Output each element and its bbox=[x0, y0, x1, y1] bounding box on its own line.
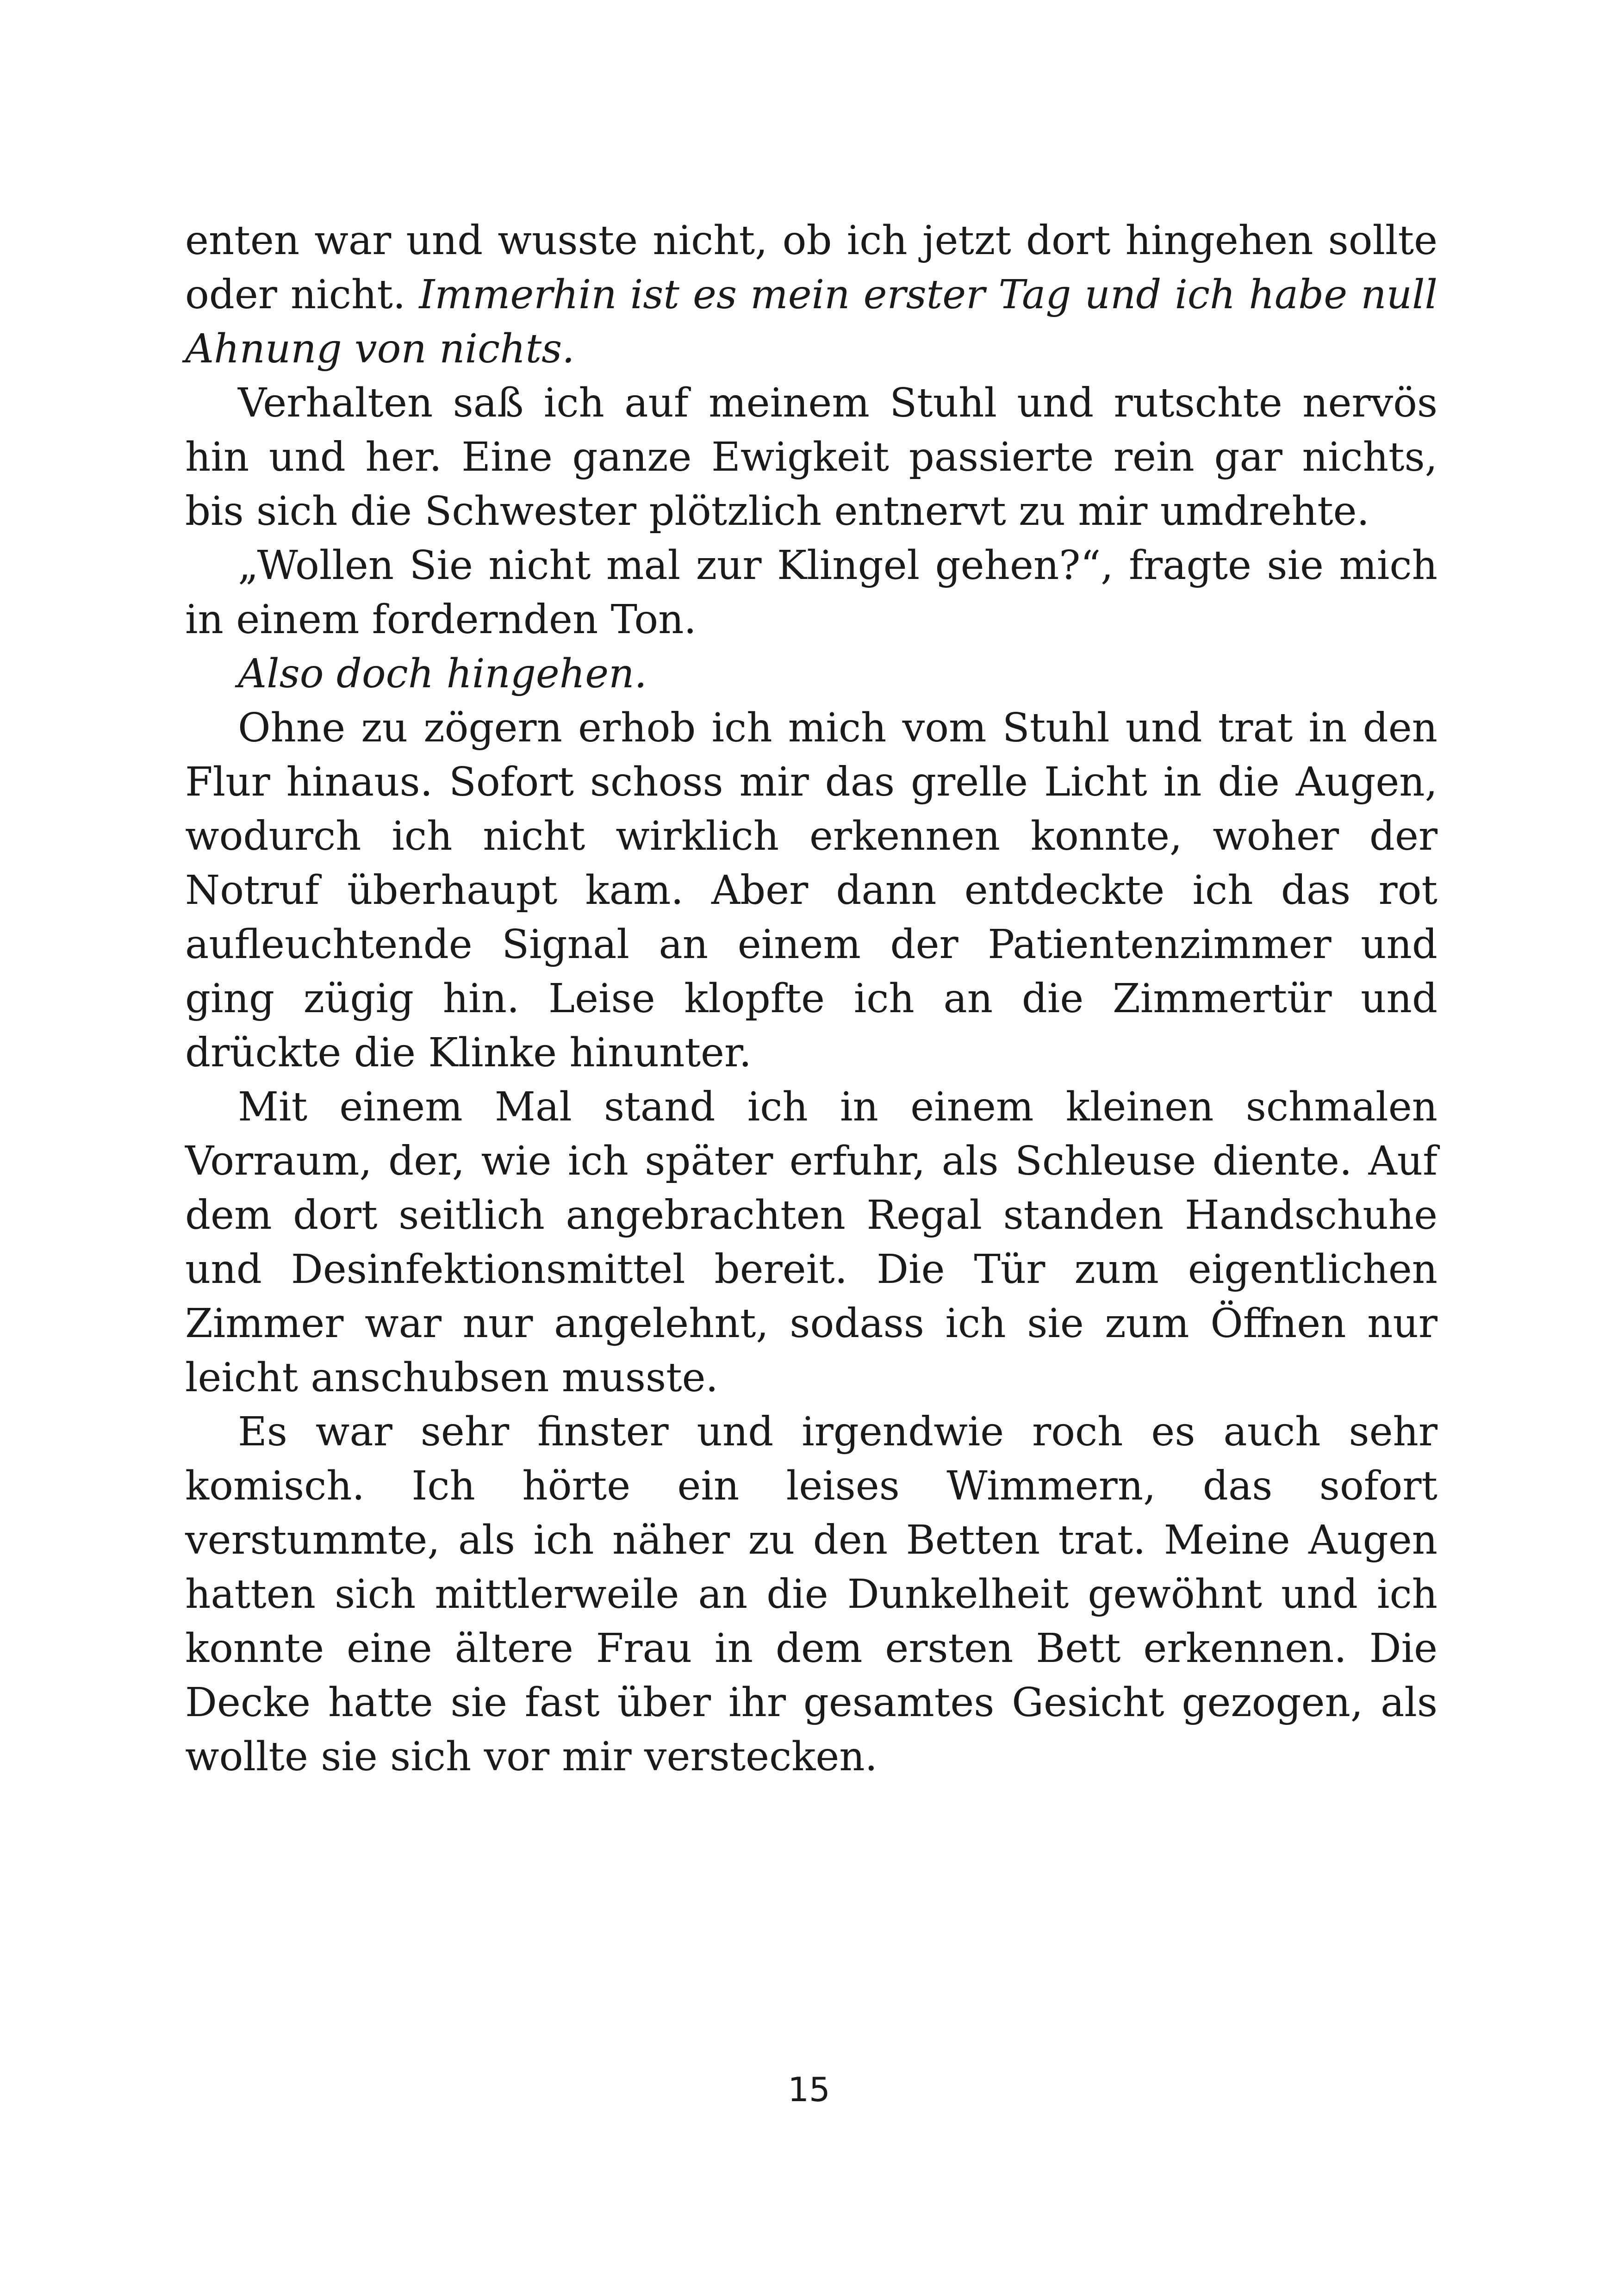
paragraph-2: Verhalten saß ich auf meinem Stuhl und rutschte nervös hin und her. Eine ganze Ewigkeit passierte rein gar nichts, bis sich die Schwester plötzlich entnervt zu mir umdrehte. bbox=[185, 380, 1438, 535]
paragraph-7: Es war sehr finster und irgendwie roch es auch sehr komisch. Ich hörte ein leises Wimmern, das sofort verstummte, als ich näher zu den Betten trat. Meine Augen hatten sich mittlerweile an die Dunkelheit gewöhnt und ich konnte eine ältere Frau in dem ersten Bett erkennen. Die Decke hatte sie fast über ihr gesamtes Gesicht gezogen, als wollte sie sich vor mir verstecken. bbox=[185, 1409, 1438, 1780]
paragraph-6: Mit einem Mal stand ich in einem kleinen schmalen Vorraum, der, wie ich später erfuhr, als Schleuse diente. Auf dem dort seitlich angebrachten Regal standen Handschuhe und Desinfektionsmittel bereit. Die Tür zum eigentlichen Zimmer war nur angelehnt, sodass ich sie zum Öffnen nur leicht anschubsen musste. bbox=[185, 1084, 1438, 1401]
paragraph-1-italic-thought: Immerhin ist es mein erster Tag und ich habe null Ahnung von nichts. bbox=[185, 272, 1438, 372]
paragraph-5: Ohne zu zögern erhob ich mich vom Stuhl und trat in den Flur hinaus. Sofort schoss mir das grelle Licht in die Augen, wodurch ich nicht wirklich erkennen konnte, woher der Notruf überhaupt kam. Aber dann entdeckte ich das rot aufleuchtende Signal an einem der Patientenzimmer und ging zügig hin. Leise klopfte ich an die Zimmertür und drückte die Klinke hinunter. bbox=[185, 705, 1438, 1076]
paragraph-3-dialogue: „Wollen Sie nicht mal zur Klingel gehen?“, fragte sie mich in einem fordernden Ton. bbox=[185, 542, 1438, 643]
page-body bbox=[185, 214, 1438, 1784]
paragraph-4-italic-thought: Also doch hingehen. bbox=[238, 651, 647, 697]
page-number: 15 bbox=[788, 2070, 830, 2109]
paragraph-1-text: enten war und wusste nicht, ob ich jetzt dort hingehen sollte oder nicht. bbox=[185, 218, 1438, 318]
paragraph-1 bbox=[185, 214, 1438, 376]
